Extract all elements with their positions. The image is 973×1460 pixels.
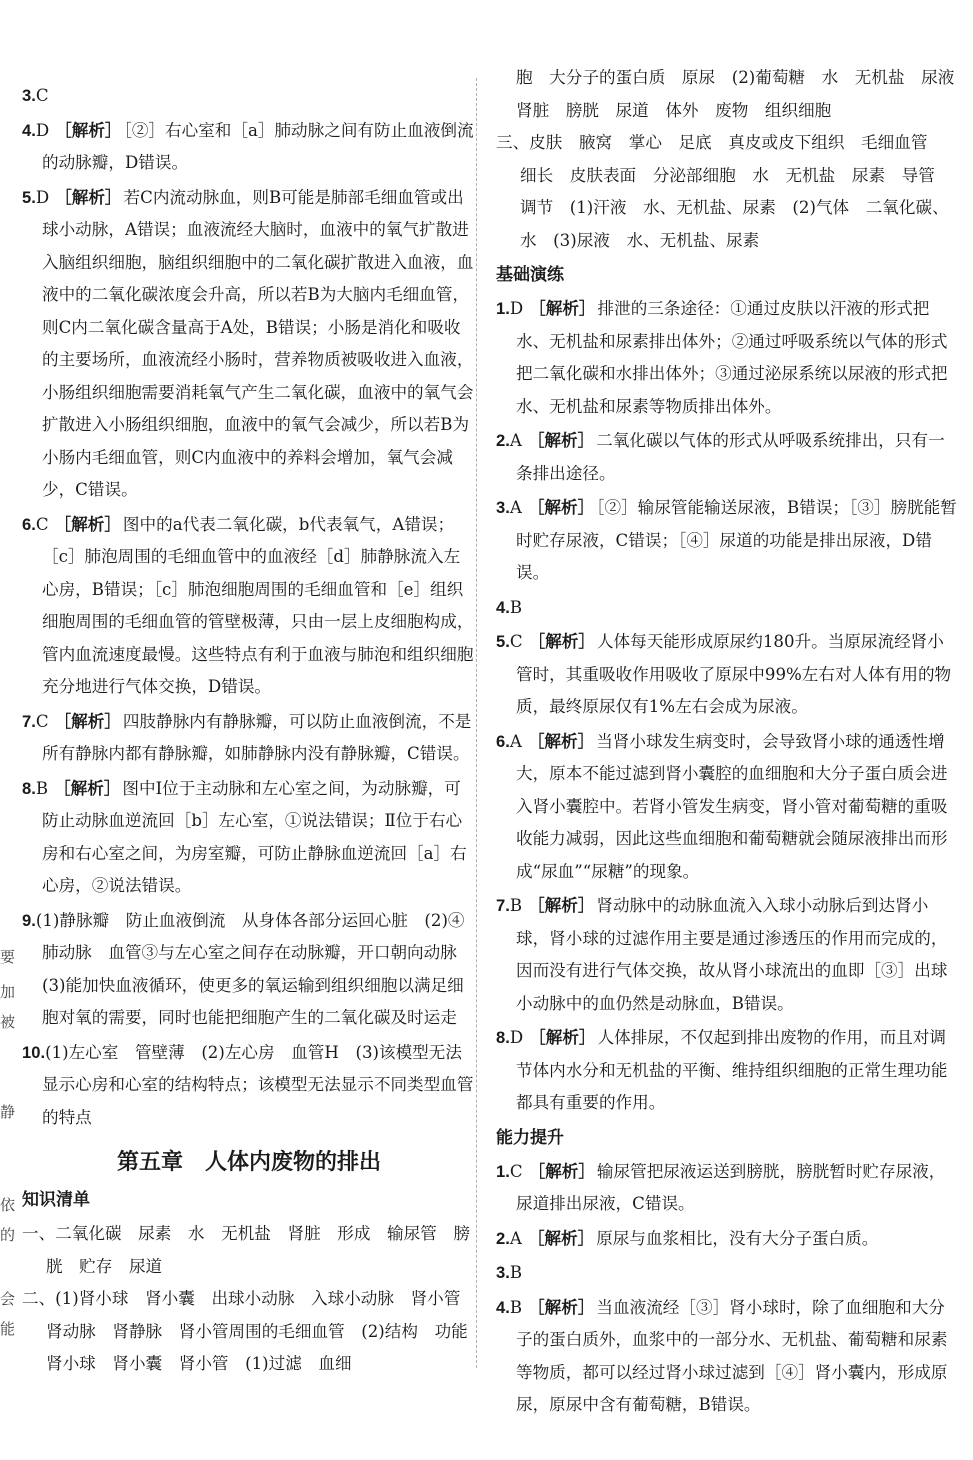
item-number: 1. — [496, 1161, 510, 1181]
item-text: 若C内流动脉血，则B可能是肺部毛细血管或出球小动脉，A错误；血液流经大脑时，血液中的氧气扩散进入脑组织细胞，脑组织细胞中的二氧化碳扩散进入血液，血液中的二氧化碳浓度会升高，所以若B为大脑内毛细血管，则C内二氧化碳含量高于A处，B错误；小肠是消化和吸收的主要场所，血液流经小肠时，营养物质被吸收进入血液，小肠组织细胞需要消耗氧气产生二氧化碳，血液中的氧气会扩散进入小肠组织细胞，血液中的氧气会减少，所以若B为小肠内毛细血管，则C内血液中的养料会增加，氧气会减少，C错误。 — [42, 187, 474, 499]
answer-item — [22, 1037, 476, 1135]
knowledge-line-2: 二、(1)肾小球 肾小囊 出球小动脉 入球小动脉 肾小管 肾动脉 肾静脉 肾小管周围的毛细血管 (2)结构 功能 肾小球 肾小囊 肾小管 (1)过滤 血细 — [22, 1289, 485, 1373]
analysis-tag: ［解析］ — [527, 498, 595, 517]
analysis-tag: ［解析］ — [528, 632, 595, 651]
knowledge-line-3: 三、皮肤 腋窝 掌心 足底 真皮或皮下组织 毛细血管 细长 皮肤表面 分泌部细胞 水 无机盐 尿素 导管 调节 (1)汗液 水、无机盐、尿素 (2)气体 二氧化碳、水 (3)尿液 水、无机盐、尿素 — [496, 133, 952, 250]
analysis-tag: ［解析］ — [54, 778, 121, 798]
item-number: 4. — [22, 120, 36, 140]
item-number: 5. — [496, 632, 510, 651]
item-answer: D — [35, 187, 50, 207]
item-number: 7. — [496, 896, 510, 915]
analysis-tag: ［解析］ — [529, 1028, 596, 1047]
item-number: 3. — [496, 1263, 510, 1282]
answer-item — [22, 115, 476, 180]
ability-answer-list — [496, 1156, 958, 1422]
item-answer: B — [509, 1263, 523, 1282]
item-text: 肾动脉中的动脉血流入入球小动脉后到达肾小球，肾小球的过滤作用主要是通过渗透压的作用而完成的，因而没有进行气体交换，故从肾小球流出的血即［③］出球小动脉中的血仍然是动脉血，B错误。 — [516, 896, 948, 1013]
section-title-basic: 基础演练 — [496, 265, 564, 284]
section-title-ability: 能力提升 — [496, 1127, 564, 1147]
item-number: 8. — [496, 1028, 510, 1047]
answer-item — [496, 1156, 958, 1221]
analysis-tag: ［解析］ — [54, 514, 121, 534]
item-text: 图中的a代表二氧化碳，b代表氧气，A错误；［c］肺泡周围的毛细血管中的血液经［d］肺静脉流入左心房，B错误；［c］肺泡细胞周围的毛细血管和［e］组织细胞周围的毛细血管的管壁极薄，只由一层上皮细胞构成，管内血流速度最慢。这些特点有利于血液与肺泡和组织细胞充分地进行气体交换，D错误。 — [42, 514, 474, 696]
left-answer-list — [22, 80, 482, 1134]
answer-item — [496, 592, 958, 625]
item-answer: C — [35, 711, 49, 731]
column-divider — [476, 78, 477, 1368]
knowledge-continuation: 胞 大分子的蛋白质 原尿 (2)葡萄糖 水 无机盐 尿液 肾脏 膀胱 尿道 体外 废物 组织细胞 — [516, 68, 971, 120]
answer-item — [496, 1292, 958, 1422]
answer-item — [22, 182, 476, 507]
answer-item — [22, 80, 476, 113]
analysis-tag: ［解析］ — [55, 120, 122, 140]
answer-item — [496, 726, 958, 889]
gutter-char: 能 — [0, 1320, 16, 1338]
item-text: (1)左心室 管壁薄 (2)左心房 血管H (3)该模型无法显示心房和心室的结构特点；该模型无法显示不同类型血管的特点 — [42, 1042, 474, 1127]
answer-item — [496, 1257, 958, 1290]
gutter-char: 静 — [0, 1103, 16, 1121]
gutter-char: 会 — [0, 1290, 16, 1308]
item-answer: B — [509, 1297, 523, 1317]
item-number: 10. — [22, 1042, 46, 1062]
item-number: 3. — [496, 498, 510, 517]
analysis-tag: ［解析］ — [527, 1228, 595, 1248]
item-answer: C — [509, 1161, 523, 1181]
section-title-knowledge: 知识清单 — [22, 1190, 90, 1209]
item-text: 人体每天能形成原尿约180升。当原尿流经肾小管时，其重吸收作用吸收了原尿中99%左右对人体有用的物质，最终原尿仅有1%左右会成为尿液。 — [516, 632, 952, 716]
item-answer: B — [509, 896, 523, 915]
item-answer: A — [509, 731, 522, 751]
item-text: 原尿与血浆相比，没有大分子蛋白质。 — [596, 1228, 879, 1248]
item-text: 当肾小球发生病变时，会导致肾小球的通透性增大，原本不能过滤到肾小囊腔的血细胞和大分子蛋白质会进入肾小囊腔中。若肾小管发生病变，肾小管对葡萄糖的重吸收能力减弱，因此这些血细胞和葡萄糖就会随尿液排出而形成“尿血”“尿糖”的现象。 — [516, 731, 948, 881]
knowledge-line-1: 一、二氧化碳 尿素 水 无机盐 肾脏 形成 输尿管 膀胱 贮存 尿道 — [22, 1224, 471, 1276]
gutter-char: 依 — [0, 1196, 16, 1214]
item-number: 9. — [22, 910, 36, 930]
chapter-title: 第五章 人体内废物的排出 — [116, 1149, 381, 1174]
answer-item — [496, 492, 958, 590]
answer-item — [496, 1223, 958, 1256]
item-number: 8. — [22, 778, 36, 798]
item-text: 输尿管把尿液运送到膀胱，膀胱暂时贮存尿液，尿道排出尿液，C错误。 — [516, 1161, 946, 1213]
item-answer: B — [509, 597, 523, 617]
answer-item — [496, 425, 958, 490]
gutter-char: 的 — [0, 1226, 16, 1244]
item-text: ［②］右心室和［a］肺动脉之间有防止血液倒流的动脉瓣，D错误。 — [42, 120, 474, 172]
gutter-char: 加 — [0, 983, 16, 1001]
item-text: 图中Ⅰ位于主动脉和左心室之间，为动脉瓣，可防止动脉血逆流回［b］左心室，①说法错误；Ⅱ位于右心房和右心室之间，为房室瓣，可防止静脉血逆流回［a］右心房，②说法错误。 — [42, 778, 467, 895]
item-number: 4. — [496, 1297, 510, 1317]
answer-item — [22, 773, 476, 903]
item-text: ［②］输尿管能输送尿液，B错误；［③］膀胱能暂时贮存尿液，C错误；［④］尿道的功能是排出尿液，D错误。 — [516, 498, 957, 582]
item-answer: B — [35, 778, 49, 798]
analysis-tag: ［解析］ — [528, 896, 595, 915]
right-column — [496, 62, 971, 1424]
item-number: 4. — [496, 597, 510, 617]
gutter-char: 要 — [0, 948, 16, 966]
item-number: 2. — [496, 431, 510, 450]
analysis-tag: ［解析］ — [55, 187, 122, 207]
item-number: 3. — [22, 86, 36, 105]
item-answer: A — [509, 431, 522, 450]
item-number: 7. — [22, 711, 36, 731]
item-text: 当血液流经［③］肾小球时，除了血细胞和大分子的蛋白质外，血浆中的一部分水、无机盐、葡萄糖和尿素等物质，都可以经过肾小球过滤到［④］肾小囊内，形成原尿，原尿中含有葡萄糖，B错误。 — [516, 1297, 948, 1414]
item-answer: A — [509, 498, 522, 517]
item-answer: D — [509, 299, 524, 318]
item-text: 四肢静脉内有静脉瓣，可以防止血液倒流，不是所有静脉内都有静脉瓣，如肺静脉内没有静脉瓣，C错误。 — [42, 711, 472, 763]
answer-item — [496, 293, 958, 423]
answer-item — [496, 890, 958, 1020]
item-text: 人体排尿，不仅起到排出废物的作用，而且对调节体内水分和无机盐的平衡、维持组织细胞的正常生理功能都具有重要的作用。 — [516, 1028, 948, 1112]
basic-answer-list — [496, 293, 958, 1120]
analysis-tag: ［解析］ — [527, 431, 595, 450]
answer-item — [22, 905, 482, 1035]
item-number: 5. — [22, 187, 36, 207]
gutter-char: 被 — [0, 1013, 16, 1031]
analysis-tag: ［解析］ — [527, 731, 595, 751]
left-column — [22, 80, 485, 1381]
analysis-tag: ［解析］ — [528, 1297, 595, 1317]
item-number: 1. — [496, 299, 510, 318]
item-text: 二氧化碳以气体的形式从呼吸系统排出，只有一条排出途径。 — [516, 431, 945, 483]
answer-item — [496, 1022, 958, 1120]
answer-item — [496, 626, 958, 724]
item-answer: C — [35, 86, 49, 105]
analysis-tag: ［解析］ — [529, 299, 596, 318]
item-number: 6. — [22, 514, 36, 534]
analysis-tag: ［解析］ — [528, 1161, 595, 1181]
item-text: 排泄的三条途径：①通过皮肤以汗液的形式把水、无机盐和尿素排出体外；②通过呼吸系统以气体的形式把二氧化碳和水排出体外；③通过泌尿系统以尿液的形式把水、无机盐和尿素等物质排出体外。 — [516, 299, 948, 416]
item-text: (1)静脉瓣 防止血液倒流 从身体各部分运回心脏 (2)④ 肺动脉 血管③与左心室之间存在动脉瓣，开口朝向动脉 (3)能加快血液循环，使更多的氧运输到组织细胞以满足细胞对氧的需要，同时也能把细胞产生的二氧化碳及时运走 — [35, 910, 482, 1027]
item-answer: A — [509, 1228, 522, 1248]
item-answer: C — [35, 514, 49, 534]
answer-item — [22, 706, 476, 771]
item-answer: D — [35, 120, 50, 140]
item-number: 2. — [496, 1228, 510, 1248]
item-answer: D — [509, 1028, 524, 1047]
answer-item — [22, 509, 476, 704]
item-answer: C — [509, 632, 523, 651]
analysis-tag: ［解析］ — [54, 711, 121, 731]
item-number: 6. — [496, 731, 510, 751]
